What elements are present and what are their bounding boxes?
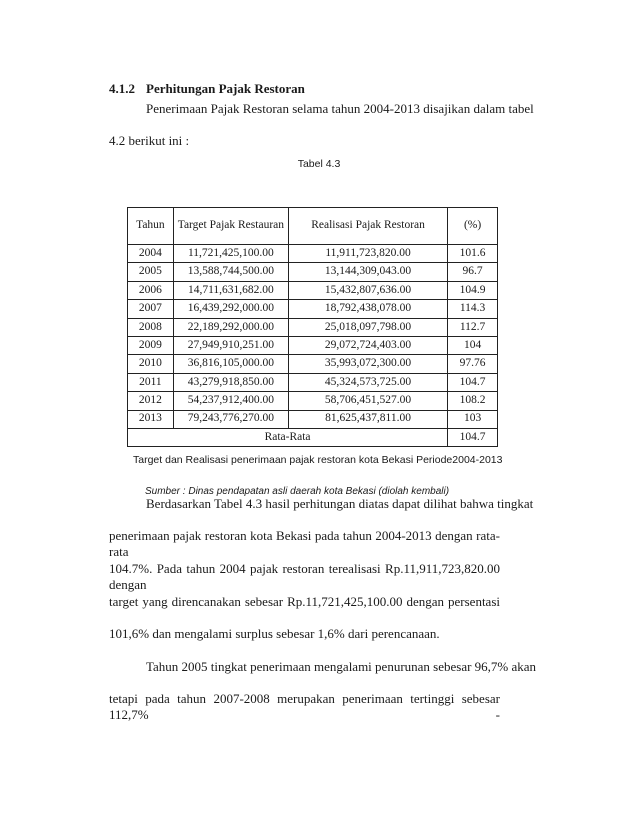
p1-line-3: 104.7%. Pada tahun 2004 pajak restoran terealisasi Rp.11,911,723,820.00 dengan [109, 561, 500, 592]
cell-year: 2012 [128, 392, 174, 410]
cell-percent: 114.3 [448, 300, 498, 318]
cell-realization: 11,911,723,820.00 [288, 245, 447, 263]
table-row [128, 336, 498, 354]
table-note: Target dan Realisasi penerimaan pajak restoran kota Bekasi Periode2004-2013 [133, 454, 503, 466]
cell-realization: 18,792,438,078.00 [288, 300, 447, 318]
cell-year: 2008 [128, 318, 174, 336]
table-row [128, 263, 498, 281]
cell-year: 2005 [128, 263, 174, 281]
cell-percent: 96.7 [448, 263, 498, 281]
table-caption: Tabel 4.3 [297, 158, 341, 170]
cell-realization: 58,706,451,527.00 [288, 392, 447, 410]
table-row [128, 392, 498, 410]
cell-target: 16,439,292,000.00 [173, 300, 288, 318]
cell-target: 36,816,105,000.00 [173, 355, 288, 373]
table-row [128, 300, 498, 318]
header-year: Tahun [128, 208, 174, 245]
cell-target: 22,189,292,000.00 [173, 318, 288, 336]
section-number: 4.1.2 [109, 81, 135, 96]
cell-target: 14,711,631,682.00 [173, 281, 288, 299]
cell-percent: 101.6 [448, 245, 498, 263]
intro-line-1: Penerimaan Pajak Restoran selama tahun 2004-2013 disajikan dalam tabel [146, 101, 534, 116]
average-label: Rata-Rata [128, 428, 448, 446]
table-row [128, 318, 498, 336]
table-row [128, 281, 498, 299]
cell-year: 2006 [128, 281, 174, 299]
p2-line-1: Tahun 2005 tingkat penerimaan mengalami penurunan sebesar 96,7% akan [146, 659, 537, 674]
cell-target: 27,949,910,251.00 [173, 336, 288, 354]
cell-realization: 13,144,309,043.00 [288, 263, 447, 281]
p1-line-5: 101,6% dan mengalami surplus sebesar 1,6% dari perencanaan. [109, 626, 440, 641]
cell-realization: 29,072,724,403.00 [288, 336, 447, 354]
cell-year: 2013 [128, 410, 174, 428]
table-average-row [128, 428, 498, 446]
cell-target: 13,588,744,500.00 [173, 263, 288, 281]
p1-line-4: target yang direncanakan sebesar Rp.11,721,425,100.00 dengan persentasi [109, 594, 500, 609]
cell-realization: 35,993,072,300.00 [288, 355, 447, 373]
p1-line-1: Berdasarkan Tabel 4.3 hasil perhitungan diatas dapat dilihat bahwa tingkat [146, 496, 534, 511]
cell-year: 2011 [128, 373, 174, 391]
table-row [128, 373, 498, 391]
cell-target: 43,279,918,850.00 [173, 373, 288, 391]
cell-target: 79,243,776,270.00 [173, 410, 288, 428]
cell-percent: 112.7 [448, 318, 498, 336]
intro-line-2: 4.2 berikut ini : [109, 133, 190, 148]
cell-percent: 108.2 [448, 392, 498, 410]
table-header-row [128, 208, 498, 245]
cell-year: 2009 [128, 336, 174, 354]
tax-table [127, 207, 498, 447]
cell-realization: 25,018,097,798.00 [288, 318, 447, 336]
header-percent: (%) [448, 208, 498, 245]
average-value: 104.7 [448, 428, 498, 446]
header-realization: Realisasi Pajak Restoran [288, 208, 447, 245]
cell-percent: 104.7 [448, 373, 498, 391]
cell-realization: 15,432,807,636.00 [288, 281, 447, 299]
cell-percent: 103 [448, 410, 498, 428]
table-row [128, 245, 498, 263]
section-heading [109, 81, 305, 97]
table-row [128, 355, 498, 373]
cell-target: 11,721,425,100.00 [173, 245, 288, 263]
cell-target: 54,237,912,400.00 [173, 392, 288, 410]
cell-percent: 104.9 [448, 281, 498, 299]
table-source: Sumber : Dinas pendapatan asli daerah kota Bekasi (diolah kembali) [145, 486, 450, 497]
cell-year: 2007 [128, 300, 174, 318]
cell-percent: 97.76 [448, 355, 498, 373]
table-row [128, 410, 498, 428]
cell-realization: 81,625,437,811.00 [288, 410, 447, 428]
p1-line-2: penerimaan pajak restoran kota Bekasi pada tahun 2004-2013 dengan rata-rata [109, 528, 500, 559]
p2-line-2: tetapi pada tahun 2007-2008 merupakan penerimaan tertinggi sebesar 112,7% - [109, 691, 500, 722]
cell-year: 2010 [128, 355, 174, 373]
cell-year: 2004 [128, 245, 174, 263]
cell-realization: 45,324,573,725.00 [288, 373, 447, 391]
section-title: Perhitungan Pajak Restoran [146, 81, 305, 96]
cell-percent: 104 [448, 336, 498, 354]
header-target: Target Pajak Restauran [173, 208, 288, 245]
